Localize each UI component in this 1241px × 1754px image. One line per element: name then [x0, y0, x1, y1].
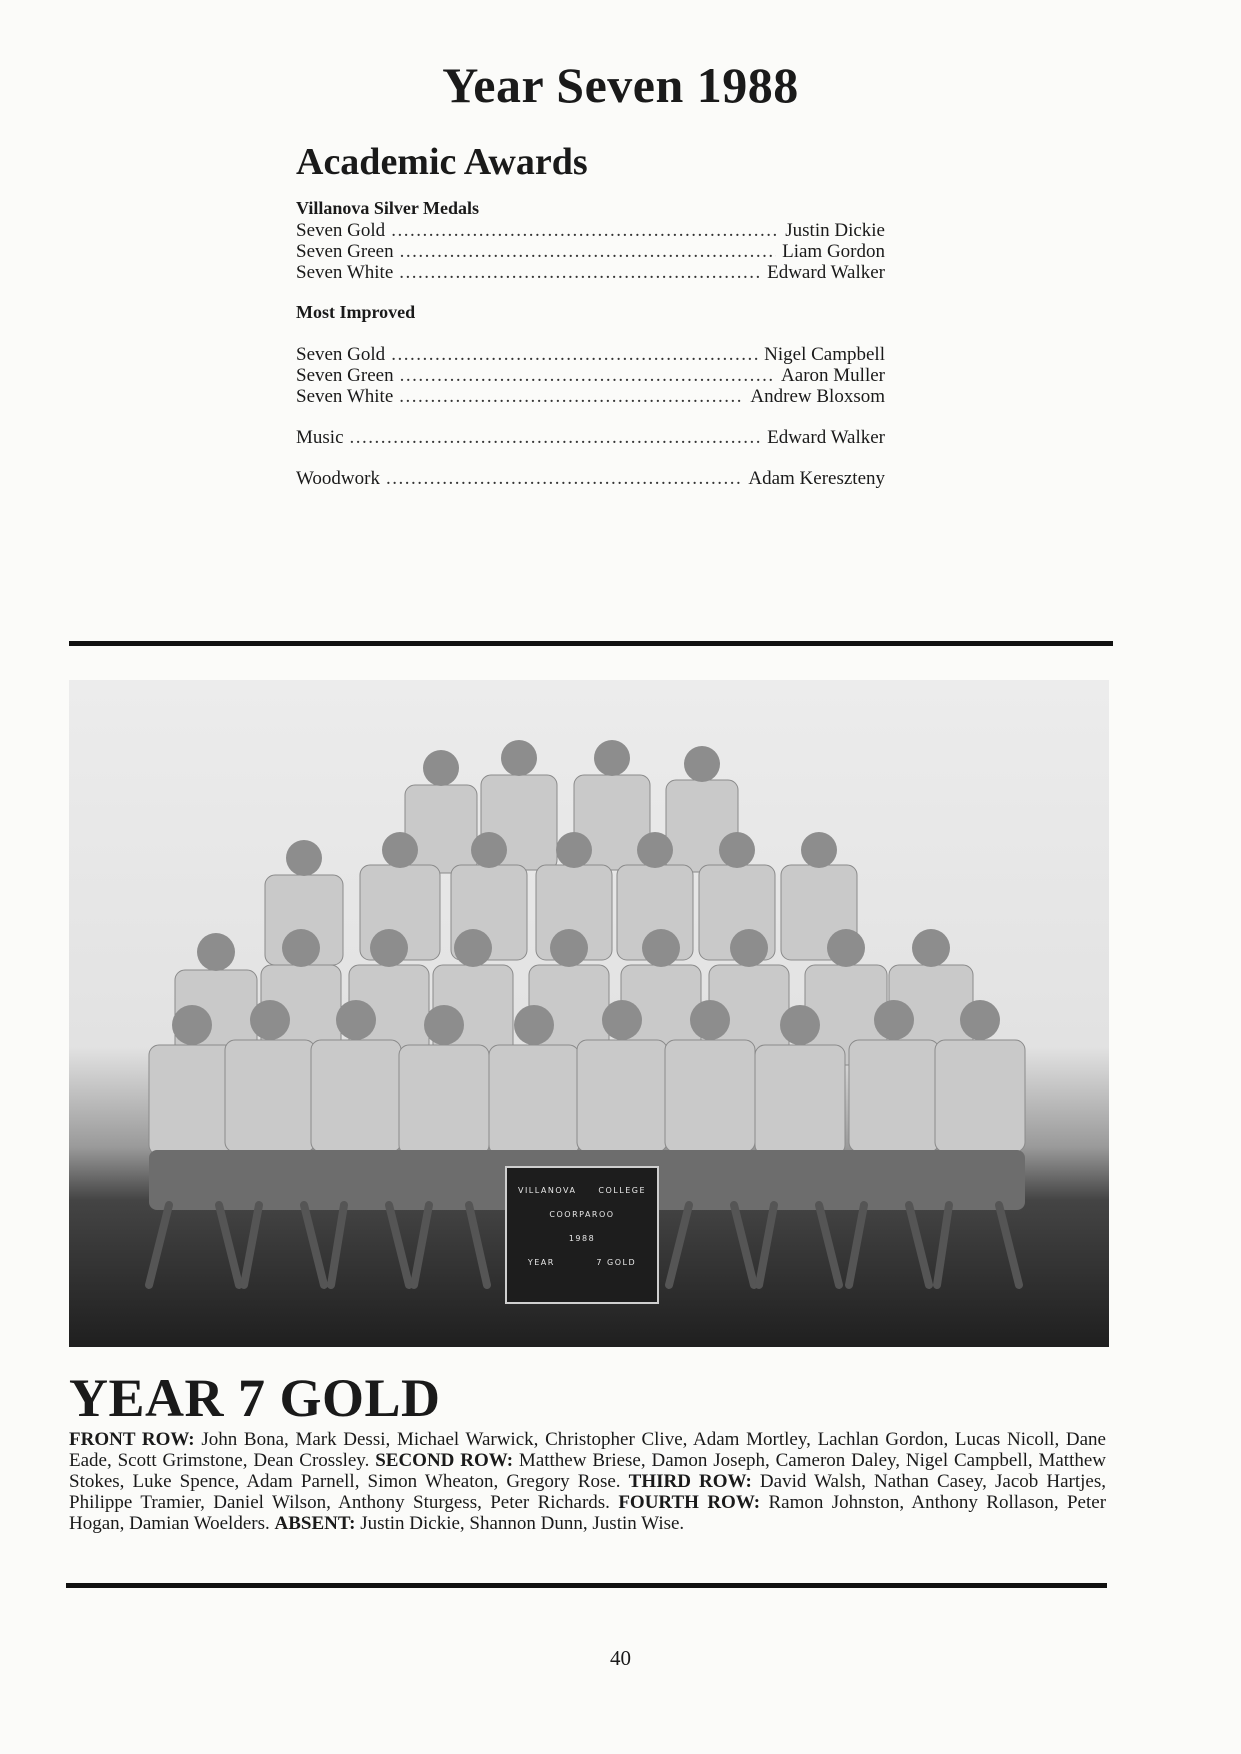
most-improved-heading: Most Improved — [296, 302, 416, 322]
leader-dots — [350, 427, 762, 448]
award-row — [296, 468, 885, 489]
academic-awards-heading: Academic Awards — [296, 141, 588, 183]
award-row — [296, 220, 885, 241]
row-label: ABSENT: — [274, 1513, 356, 1534]
class-name-board — [505, 1166, 659, 1304]
row-names: John Bona, Mark Dessi, Michael Warwick, Christopher Clive, Adam Mortley, Lachlan Gordon, Lucas Nicoll, Dane Eade, Scott Grimstone, Dean Crossley. — [69, 1429, 1106, 1471]
leader-dots — [391, 220, 779, 241]
award-category: Seven Gold — [296, 344, 386, 365]
leader-dots — [400, 365, 775, 386]
most-improved-list — [296, 344, 885, 407]
award-recipient: Adam Kereszteny — [748, 468, 885, 489]
row-label: FOURTH ROW: — [618, 1492, 761, 1513]
row-names: Matthew Briese, Damon Joseph, Cameron Daley, Nigel Campbell, Matthew Stokes, Luke Spence, Adam Parnell, Simon Wheaton, Gregory Rose. — [69, 1450, 1107, 1492]
row-names: Ramon Johnston, Anthony Rollason, Peter Hogan, Damian Woelders. — [69, 1492, 1107, 1534]
award-recipient: Edward Walker — [767, 427, 885, 448]
award-row — [296, 344, 885, 365]
silver-medals-heading: Villanova Silver Medals — [296, 198, 480, 218]
bottom-divider — [66, 1583, 1107, 1588]
music-award — [296, 427, 885, 448]
award-recipient: Nigel Campbell — [764, 344, 885, 365]
award-row — [296, 241, 885, 262]
board-line: COORPAROO — [549, 1210, 615, 1219]
award-category: Seven White — [296, 262, 394, 283]
class-heading: YEAR 7 GOLD — [69, 1368, 441, 1428]
award-recipient: Andrew Bloxsom — [750, 386, 885, 407]
row-label: SECOND ROW: — [375, 1450, 514, 1471]
board-line: VILLANOVA — [517, 1186, 577, 1195]
award-category: Seven White — [296, 386, 394, 407]
leader-dots — [400, 241, 776, 262]
award-row — [296, 427, 885, 448]
leader-dots — [391, 344, 758, 365]
page-number: 40 — [610, 1646, 631, 1670]
award-category: Music — [296, 427, 344, 448]
award-row — [296, 386, 885, 407]
row-names: David Walsh, Nathan Casey, Jacob Hartjes, Philippe Tramier, Daniel Wilson, Anthony Sturgess, Peter Richards. — [69, 1471, 1106, 1513]
class-photo — [69, 680, 1109, 1347]
row-label: THIRD ROW: — [628, 1471, 752, 1492]
award-recipient: Justin Dickie — [785, 220, 885, 241]
woodwork-award — [296, 468, 885, 489]
award-row — [296, 365, 885, 386]
leader-dots — [399, 386, 744, 407]
board-line: 7 GOLD — [596, 1258, 637, 1267]
award-category: Seven Green — [296, 241, 394, 262]
award-recipient: Aaron Muller — [781, 365, 885, 386]
board-line: COLLEGE — [598, 1186, 647, 1195]
board-line: YEAR — [527, 1258, 555, 1267]
leader-dots — [399, 262, 761, 283]
award-category: Woodwork — [296, 468, 380, 489]
page-title: Year Seven 1988 — [442, 57, 799, 113]
row-label: FRONT ROW: — [69, 1429, 195, 1450]
row-names: Justin Dickie, Shannon Dunn, Justin Wise. — [360, 1513, 685, 1534]
award-category: Seven Green — [296, 365, 394, 386]
top-divider — [69, 641, 1113, 646]
award-row — [296, 262, 885, 283]
award-category: Seven Gold — [296, 220, 386, 241]
silver-medals-list — [296, 220, 885, 283]
class-caption — [69, 1429, 1106, 1534]
award-recipient: Liam Gordon — [782, 241, 885, 262]
award-recipient: Edward Walker — [767, 262, 885, 283]
board-line: 1988 — [568, 1234, 596, 1243]
leader-dots — [386, 468, 742, 489]
